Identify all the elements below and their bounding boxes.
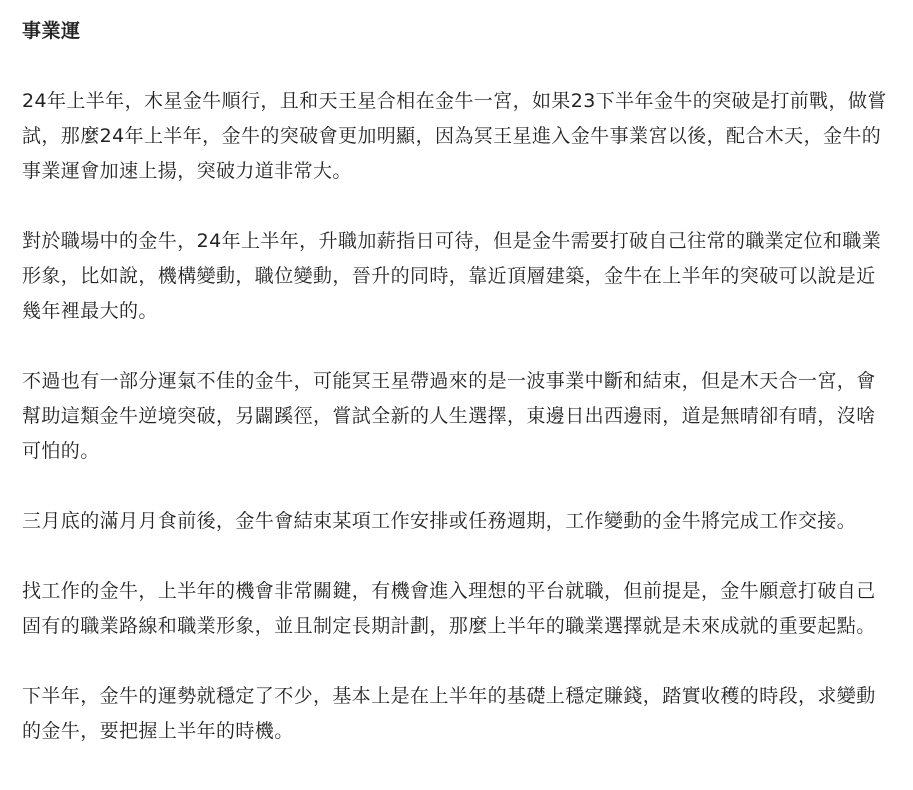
paragraph-6: 下半年，金牛的運勢就穩定了不少，基本上是在上半年的基礎上穩定賺錢，踏實收穫的時段，求變動的金牛，要把握上半年的時機。 [22,685,876,742]
paragraph-5: 找工作的金牛，上半年的機會非常關鍵，有機會進入理想的平台就職，但前提是，金牛願意打破自己固有的職業路線和職業形象，並且制定長期計劃，那麼上半年的職業選擇就是未來成就的重要起點。 [22,580,876,637]
paragraph-4: 三月底的滿月月食前後，金牛會結束某項工作安排或任務週期，工作變動的金牛將完成工作交接。 [22,510,857,532]
section-heading: 事業運 [22,20,81,42]
paragraph-3: 不過也有一部分運氣不佳的金牛，可能冥王星帶過來的是一波事業中斷和結束，但是木天合一宮，會幫助這類金牛逆境突破，另闢蹊徑，嘗試全新的人生選擇，東邊日出西邊雨，道是無晴卻有晴，沒啥可怕的。 [22,370,876,462]
paragraph-2: 對於職場中的金牛，24年上半年，升職加薪指日可待，但是金牛需要打破自己往常的職業定位和職業形象，比如說，機構變動，職位變動，晉升的同時，靠近頂層建築，金牛在上半年的突破可以說是近幾年裡最大的。 [22,230,882,322]
paragraph-1: 24年上半年，木星金牛順行，且和天王星合相在金牛一宮，如果23下半年金牛的突破是打前戰，做嘗試，那麼24年上半年，金牛的突破會更加明顯，因為冥王星進入金牛事業宮以後，配合木天，金牛的事業運會加速上揚，突破力道非常大。 [22,90,887,182]
